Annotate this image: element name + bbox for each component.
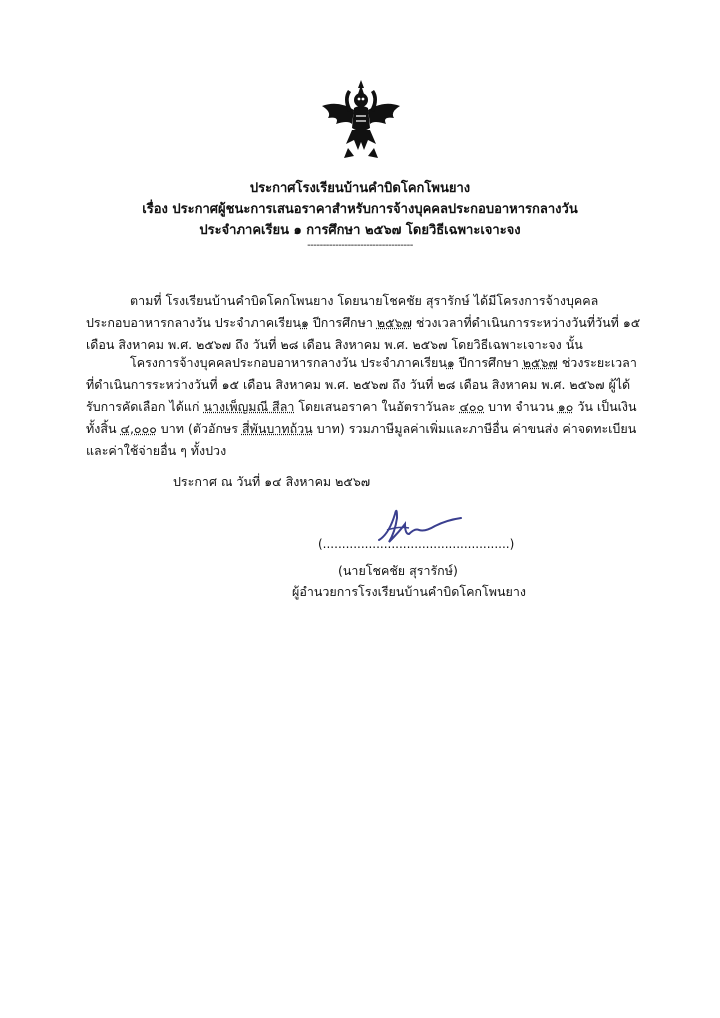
signature-line: (.................................................) <box>318 537 515 551</box>
garuda-emblem-icon <box>318 78 404 160</box>
p2-year: ๒๕๖๗ <box>522 355 558 370</box>
page-title: ประกาศโรงเรียนบ้านคำบิดโคกโพนยาง <box>249 181 471 196</box>
announcement-date: ประกาศ ณ วันที่ ๑๔ สิงหาคม ๒๕๖๗ <box>173 474 371 489</box>
p1-text-a: ตามที่ โรงเรียนบ้านคำบิดโคกโพนยาง โดยนายโชคชัย สุรารักษ์ ได้มีโครงการจ้างบุคคลประกอบอาหารกลางวัน ประจำภาคเรียน <box>86 293 599 330</box>
daily-rate: ๔๐๐ <box>459 399 485 414</box>
p2-term: ๑ <box>446 355 455 370</box>
signer-position: ผู้อำนวยการโรงเรียนบ้านคำบิดโคกโพนยาง <box>292 584 526 599</box>
p2-text-b: ปีการศึกษา <box>454 355 523 370</box>
p1-year: ๒๕๖๗ <box>376 315 412 330</box>
p2-text-h: บาท) รวมภาษีมูลค่าเพิ่มและภาษีอื่น ค่าขนส่ง ค่าจดทะเบียน และค่าใช้จ่ายอื่น ๆ ทั้งปวง <box>86 421 637 458</box>
announcement-subject: เรื่อง ประกาศผู้ชนะการเสนอราคาสำหรับการจ้างบุคคลประกอบอาหารกลางวัน <box>142 202 578 217</box>
p1-term: ๑ <box>300 315 309 330</box>
term-line: ประจำภาคเรียน ๑ การศึกษา ๒๕๖๗ โดยวิธีเฉพาะเจาะจง <box>199 223 521 238</box>
p1-text-b: ปีการศึกษา <box>308 315 377 330</box>
p2-text-g: บาท (ตัวอักษร <box>156 421 242 436</box>
separator-line: ---------------------------------- <box>307 240 413 251</box>
p2-text-f: วัน เป็นเงินทั้งสิ้น <box>86 399 637 436</box>
p2-text-c: ช่วงระยะเวลาที่ดำเนินการระหว่างวันที่ ๑๕ เดือน สิงหาคม พ.ศ. ๒๕๖๗ ถึง วันที่ ๒๘ เดือน สิงหาคม พ.ศ. ๒๕๖๗ ผู้ได้รับการคัดเลือก ได้แก่ <box>86 355 637 414</box>
paragraph-project <box>86 290 642 356</box>
p2-text-a: โครงการจ้างบุคคลประกอบอาหารกลางวัน ประจำภาคเรียน <box>130 355 447 370</box>
paragraph-winner <box>86 352 642 462</box>
p1-text-c: ช่วงเวลาที่ดำเนินการระหว่างวันที่วันที่ ๑๕ เดือน สิงหาคม พ.ศ. ๒๕๖๗ ถึง วันที่ ๒๘ เดือน สิงหาคม พ.ศ. ๒๕๖๗ โดยวิธีเฉพาะเจาะจง นั้น <box>86 315 641 352</box>
days-count: ๑๐ <box>557 399 574 414</box>
total-amount: ๔,๐๐๐ <box>120 421 157 436</box>
total-amount-text: สี่พันบาทถ้วน <box>241 421 313 436</box>
p2-text-e: บาท จำนวน <box>484 399 558 414</box>
p2-text-d: โดยเสนอราคา ในอัตราวันละ <box>294 399 460 414</box>
winner-name: นางเพ็ญมณี สีลา <box>203 399 295 414</box>
signer-name: (นายโชคชัย สุรารักษ์) <box>338 563 458 578</box>
